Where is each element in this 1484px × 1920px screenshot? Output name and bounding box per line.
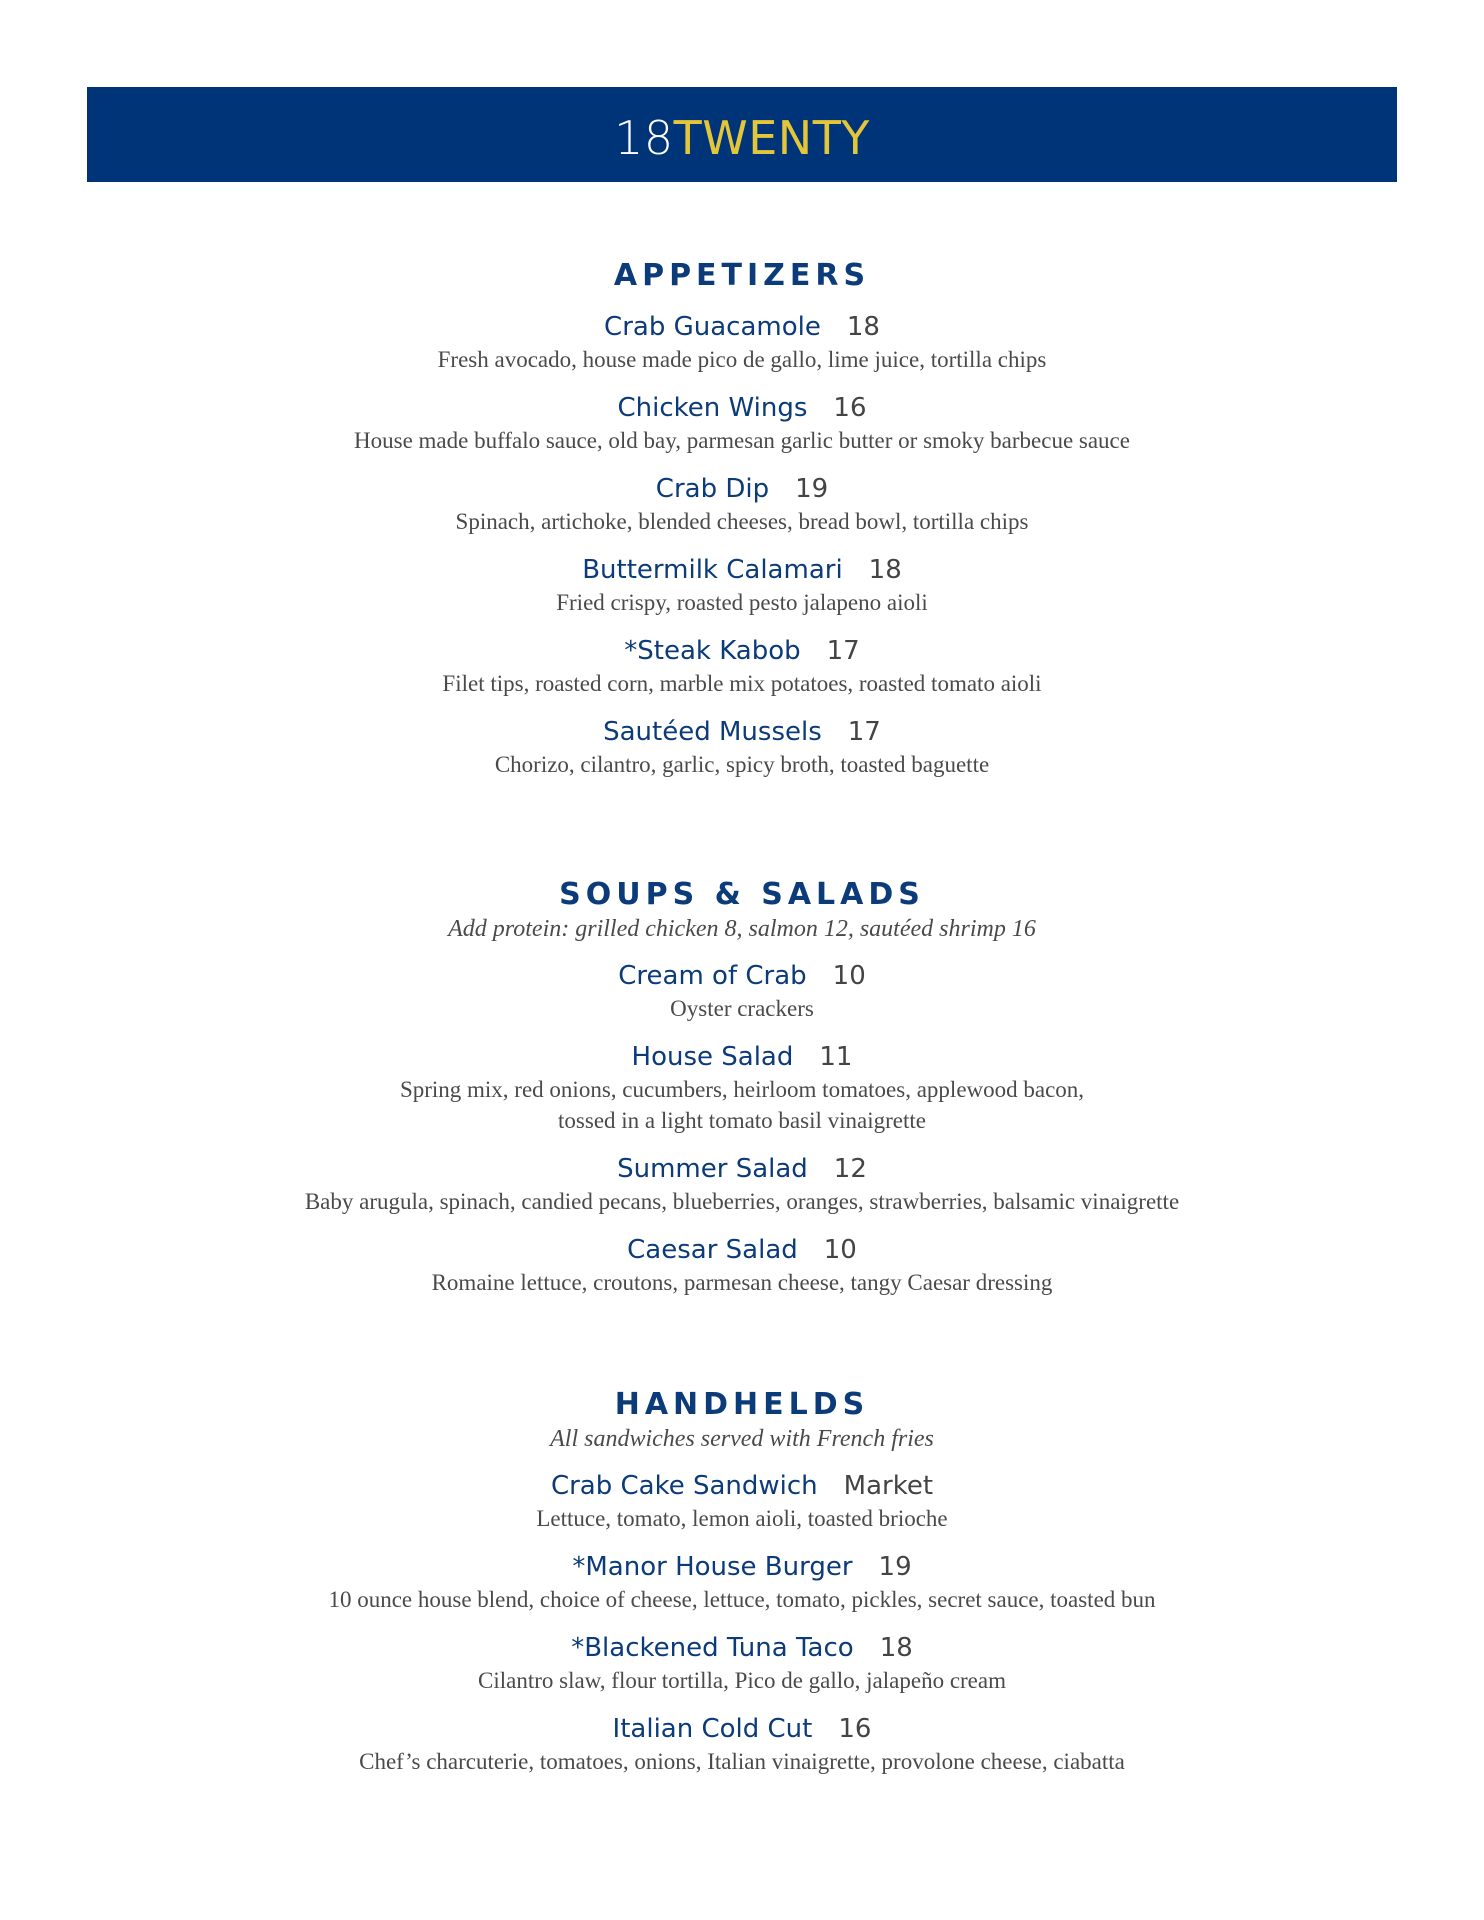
menu-item [87, 472, 1397, 537]
menu-list [87, 310, 1397, 780]
menu-item [87, 1152, 1397, 1217]
menu-item [87, 310, 1397, 375]
menu-item-price: 19 [795, 474, 829, 504]
menu-item [87, 715, 1397, 780]
menu-item [87, 1233, 1397, 1298]
menu-item-header [87, 1469, 1397, 1503]
menu-list [87, 959, 1397, 1298]
menu-item-price: 12 [833, 1154, 867, 1184]
section-appetizers [87, 258, 1397, 780]
menu-item-description [87, 749, 1397, 780]
section-handhelds [87, 1387, 1397, 1777]
menu-item-description [87, 1074, 1397, 1136]
menu-item-price: 19 [878, 1552, 912, 1582]
menu-item-description [87, 668, 1397, 699]
menu-item [87, 391, 1397, 456]
menu-item-header [87, 1631, 1397, 1665]
menu-item-name: Cream of Crab [618, 961, 807, 991]
menu-list [87, 1469, 1397, 1777]
menu-item-header [87, 1712, 1397, 1746]
section-note: Add protein: grilled chicken 8, salmon 12, sautéed shrimp 16 [448, 916, 1036, 942]
menu-item-name: Chicken Wings [617, 393, 808, 423]
description-line: Chorizo, cilantro, garlic, spicy broth, toasted baguette [494, 752, 990, 777]
menu-item-price: 16 [838, 1714, 872, 1744]
menu-item-header [87, 553, 1397, 587]
description-line: House made buffalo sauce, old bay, parmesan garlic butter or smoky barbecue sauce [354, 428, 1130, 453]
menu-item-description [87, 425, 1397, 456]
menu-item-price: 17 [826, 636, 860, 666]
section-title: APPETIZERS [613, 258, 871, 293]
menu-item [87, 1469, 1397, 1534]
menu-item-name: Summer Salad [617, 1154, 808, 1184]
description-line: Spinach, artichoke, blended cheeses, bread bowl, tortilla chips [455, 509, 1029, 534]
menu-item-price: 11 [819, 1042, 853, 1072]
header-banner [87, 87, 1397, 182]
menu-item-header [87, 634, 1397, 668]
section-soups-salads [87, 877, 1397, 1298]
description-line: tossed in a light tomato basil vinaigrette [558, 1108, 926, 1133]
menu-item-header [87, 1550, 1397, 1584]
description-line: Lettuce, tomato, lemon aioli, toasted brioche [536, 1506, 948, 1531]
brand-word: TWENTY [673, 110, 870, 165]
menu-item-name: Crab Cake Sandwich [550, 1471, 818, 1501]
menu-item-name: Sautéed Mussels [603, 717, 822, 747]
menu-item-description [87, 587, 1397, 618]
menu-item-header [87, 1233, 1397, 1267]
menu-item-description [87, 1186, 1397, 1217]
description-line: Spring mix, red onions, cucumbers, heirloom tomatoes, applewood bacon, [399, 1077, 1085, 1102]
menu-item-description [87, 993, 1397, 1024]
menu-item [87, 959, 1397, 1024]
section-title: HANDHELDS [614, 1387, 870, 1422]
description-line: Baby arugula, spinach, candied pecans, blueberries, oranges, strawberries, balsamic vinaigrette [304, 1189, 1180, 1214]
section-title: SOUPS & SALADS [559, 877, 925, 912]
menu-item [87, 634, 1397, 699]
menu-item-name: Caesar Salad [627, 1235, 798, 1265]
description-line: 10 ounce house blend, choice of cheese, lettuce, tomato, pickles, secret sauce, toasted bun [328, 1587, 1156, 1612]
menu-item-header [87, 472, 1397, 506]
menu-item-description [87, 344, 1397, 375]
section-note: All sandwiches served with French fries [550, 1426, 934, 1452]
menu-item-price: 18 [879, 1633, 913, 1663]
menu-item-description [87, 1584, 1397, 1615]
menu-item-price: 18 [868, 555, 902, 585]
description-line: Chef’s charcuterie, tomatoes, onions, Italian vinaigrette, provolone cheese, ciabatta [359, 1749, 1125, 1774]
menu-item-name: *Blackened Tuna Taco [571, 1633, 854, 1663]
description-line: Filet tips, roasted corn, marble mix potatoes, roasted tomato aioli [442, 671, 1042, 696]
menu-item-price: Market [843, 1471, 934, 1501]
menu-item [87, 1631, 1397, 1696]
menu-item-description [87, 1746, 1397, 1777]
menu-item-name: Crab Guacamole [604, 312, 821, 342]
menu-item-name: Buttermilk Calamari [582, 555, 843, 585]
menu-item-description [87, 1665, 1397, 1696]
menu-item-description [87, 1503, 1397, 1534]
description-line: Romaine lettuce, croutons, parmesan cheese, tangy Caesar dressing [431, 1270, 1053, 1295]
description-line: Cilantro slaw, flour tortilla, Pico de gallo, jalapeño cream [478, 1668, 1006, 1693]
menu-item-header [87, 959, 1397, 993]
menu-item-price: 10 [823, 1235, 857, 1265]
menu-item-name: *Manor House Burger [572, 1552, 853, 1582]
menu-item-description [87, 1267, 1397, 1298]
menu-item-price: 10 [832, 961, 866, 991]
menu-item-header [87, 1152, 1397, 1186]
menu-item-description [87, 506, 1397, 537]
menu-item-name: House Salad [631, 1042, 794, 1072]
brand-number: 18 [614, 110, 674, 165]
menu-item [87, 553, 1397, 618]
description-line: Fresh avocado, house made pico de gallo, lime juice, tortilla chips [437, 347, 1047, 372]
menu-item-header [87, 310, 1397, 344]
menu-item-header [87, 391, 1397, 425]
menu-item [87, 1040, 1397, 1136]
menu-item-price: 16 [833, 393, 867, 423]
menu-item-header [87, 1040, 1397, 1074]
menu-item [87, 1550, 1397, 1615]
description-line: Oyster crackers [670, 996, 814, 1021]
description-line: Fried crispy, roasted pesto jalapeno aioli [556, 590, 928, 615]
menu-item-price: 18 [846, 312, 880, 342]
menu-item-name: Crab Dip [655, 474, 770, 504]
brand-logo [614, 110, 870, 165]
menu-item-header [87, 715, 1397, 749]
menu-item [87, 1712, 1397, 1777]
menu-item-name: *Steak Kabob [624, 636, 801, 666]
menu-item-name: Italian Cold Cut [612, 1714, 813, 1744]
menu-item-price: 17 [847, 717, 881, 747]
